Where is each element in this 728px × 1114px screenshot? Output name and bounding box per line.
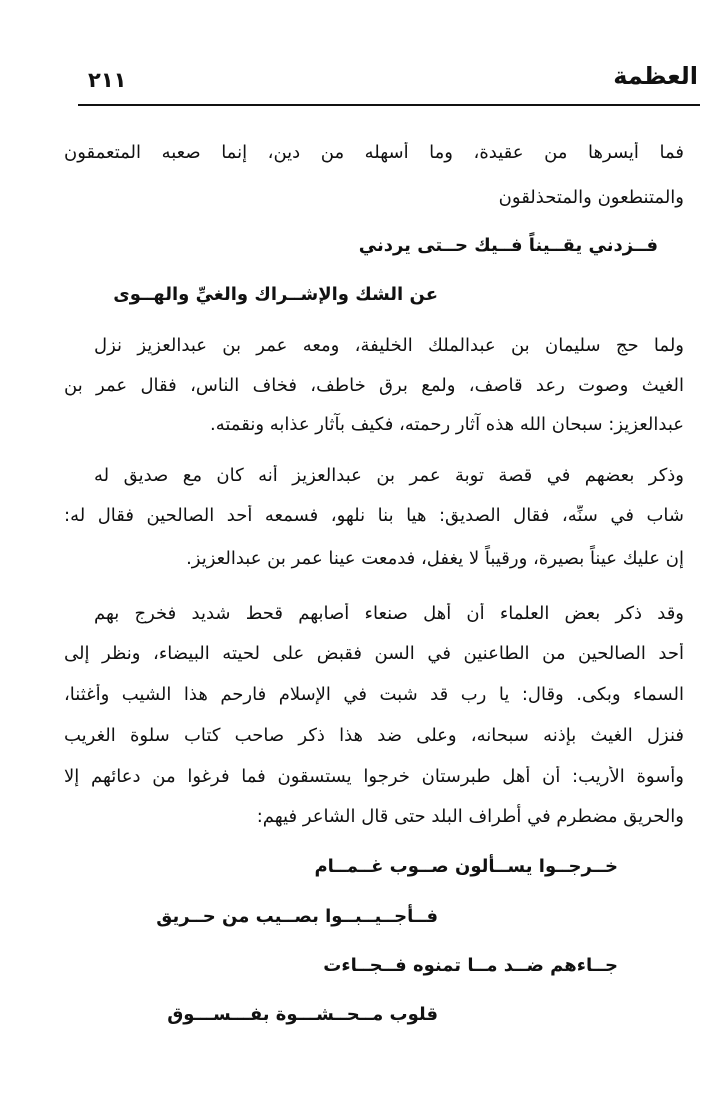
paragraph-4-line-5: وأسوة الأريب: أن أهل طبرستان خرجوا يستسقون فما فرغوا من دعائهم إلا	[64, 766, 684, 787]
paragraph-4-line-6: والحريق مضطرم في أطراف البلد حتى قال الشاعر فيهم:	[256, 806, 684, 827]
paragraph-3-line-3: إن عليك عيناً بصيرة، ورقيباً لا يغفل، فدمعت عينا عمر بن عبدالعزيز.	[186, 548, 684, 569]
verse-2-hemistich-3: جــاءهم ضــد مــا تمنوه فــجــاءت	[323, 955, 618, 976]
verse-2-hemistich-4: قلوب مــحــشـــوة بفـــســـوق	[167, 1004, 438, 1025]
running-title: العظمة	[613, 62, 698, 90]
paragraph-1-line-2: والمتنطعون والمتحذلقون	[498, 187, 684, 208]
page-header	[78, 62, 698, 104]
paragraph-1-line-1: فما أيسرها من عقيدة، وما أسهله من دين، إنما صعبه المتعمقون	[64, 142, 684, 163]
header-divider	[78, 104, 700, 106]
verse-2-hemistich-1: خــرجــوا يســألون صــوب غــمــام	[314, 856, 618, 877]
verse-1-hemistich-2: عن الشك والإشــراك والغيِّ والهــوى	[113, 284, 438, 305]
paragraph-4-line-4: فنزل الغيث بإذنه سبحانه، وعلى ضد هذا ذكر صاحب كتاب سلوة الغريب	[64, 725, 684, 746]
paragraph-4-line-1: وقد ذكر بعض العلماء أن أهل صنعاء أصابهم قحط شديد فخرج بهم	[94, 603, 684, 624]
paragraph-2-line-3: عبدالعزيز: سبحان الله هذه آثار رحمته، فكيف بآثار عذابه ونقمته.	[210, 414, 684, 435]
paragraph-4-line-2: أحد الصالحين من الطاعنين في السن فقبض على لحيته البيضاء، ونظر إلى	[64, 643, 684, 664]
paragraph-3-line-2: شاب في سنِّه، فقال الصديق: هيا بنا نلهو، فسمعه أحد الصالحين فقال له:	[64, 505, 684, 526]
paragraph-4-line-3: السماء وبكى. وقال: يا رب قد شبت في الإسلام فارحم هذا الشيب وأغثنا،	[64, 684, 684, 705]
verse-2-hemistich-2: فــأجــيــبــوا بصــيب من حــريق	[156, 906, 438, 927]
page-number: ٢١١	[88, 68, 127, 92]
paragraph-2-line-1: ولما حج سليمان بن عبدالملك الخليفة، ومعه عمر بن عبدالعزيز نزل	[94, 335, 684, 356]
verse-1-hemistich-1: فــزدني يقــيناً فــيك حــتى يردني	[358, 235, 658, 256]
paragraph-3-line-1: وذكر بعضهم في قصة توبة عمر بن عبدالعزيز أنه كان مع صديق له	[94, 465, 684, 486]
paragraph-2-line-2: الغيث وصوت رعد قاصف، ولمع برق خاطف، فخاف الناس، فقال عمر بن	[64, 375, 684, 396]
